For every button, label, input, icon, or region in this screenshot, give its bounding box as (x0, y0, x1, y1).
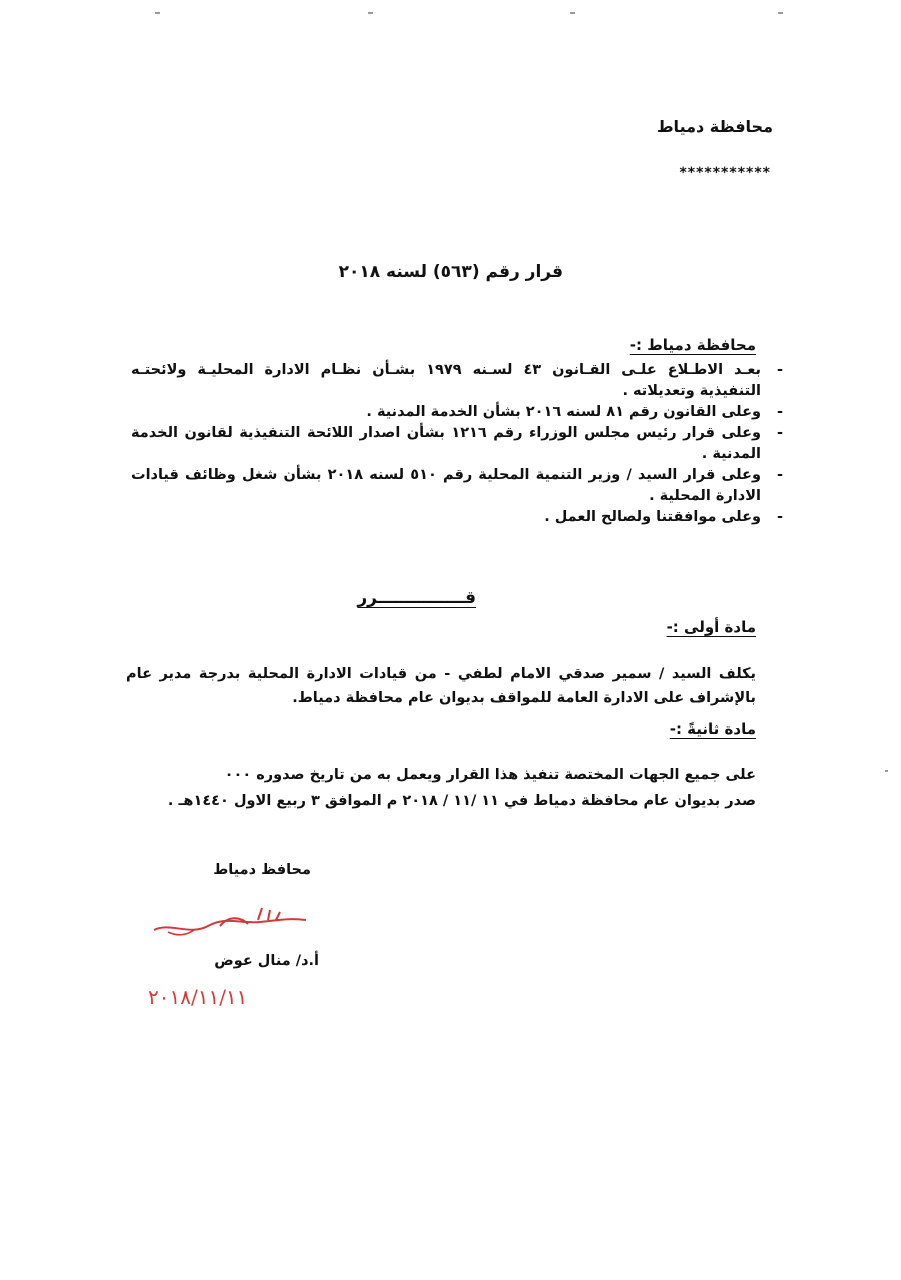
preamble-item: - بعـد الاطـلاع علـى القـانون ٤٣ لسـنه ١٩٧٩ بشـأن نظـام الادارة المحليـة ولائحتـه التنفيذية وتعديلاته . (131, 360, 761, 402)
preamble-item: - وعلى موافقتنا ولصالح العمل . (131, 507, 761, 528)
preamble-item: - وعلى القانون رقم ٨١ لسنه ٢٠١٦ بشأن الخدمة المدنية . (131, 402, 761, 423)
preamble-header: محافظة دمياط :- (629, 336, 756, 354)
header-stars: *********** (679, 165, 771, 181)
scan-mark (368, 12, 373, 14)
governor-title: محافظ دمياط (213, 862, 311, 878)
scan-mark (778, 12, 783, 14)
governorate-header: محافظة دمياط (656, 117, 773, 136)
decision-title: قرار رقم (٥٦٣) لسنه ٢٠١٨ (338, 262, 563, 282)
preamble-item: - وعلى قرار رئيس مجلس الوزراء رقم ١٢١٦ بشأن اصدار اللائحة التنفيذية لقانون الخدمة المدنية . (131, 423, 761, 465)
article-1-body: يكلف السيد / سمير صدقي الامام لطفي - من قيادات الادارة المحلية بدرجة مدير عام بالإشراف على الادارة العامة للمواقف بديوان عام محافظة دمياط. (126, 666, 756, 706)
signature-graphic (150, 902, 310, 942)
signatory-name: أ.د/ منال عوض (214, 953, 319, 969)
handwritten-date: ٢٠١٨/١١/١١ (148, 985, 248, 1009)
decides-heading: قـــــــــــــــرر (357, 588, 476, 608)
article-2-line-2: صدر بديوان عام محافظة دمياط في ١١ /١١ / ٢٠١٨ م الموافق ٣ ربيع الاول ١٤٤٠هـ . (167, 793, 756, 809)
preamble-item: - وعلى قرار السيد / وزير التنمية المحلية رقم ٥١٠ لسنه ٢٠١٨ بشأن شغل وظائف قيادات الادارة المحلية . (131, 465, 761, 507)
article-2-heading: مادة ثانيةً :- (669, 720, 756, 738)
scan-mark (155, 12, 160, 14)
scan-mark (570, 12, 575, 14)
preamble-list (131, 360, 761, 528)
article-2-line-1: على جميع الجهات المختصة تنفيذ هذا القرار ويعمل به من تاريخ صدوره ٠٠٠ (224, 767, 756, 783)
article-1-heading: مادة أولى :- (666, 618, 756, 636)
scan-mark (885, 770, 888, 772)
